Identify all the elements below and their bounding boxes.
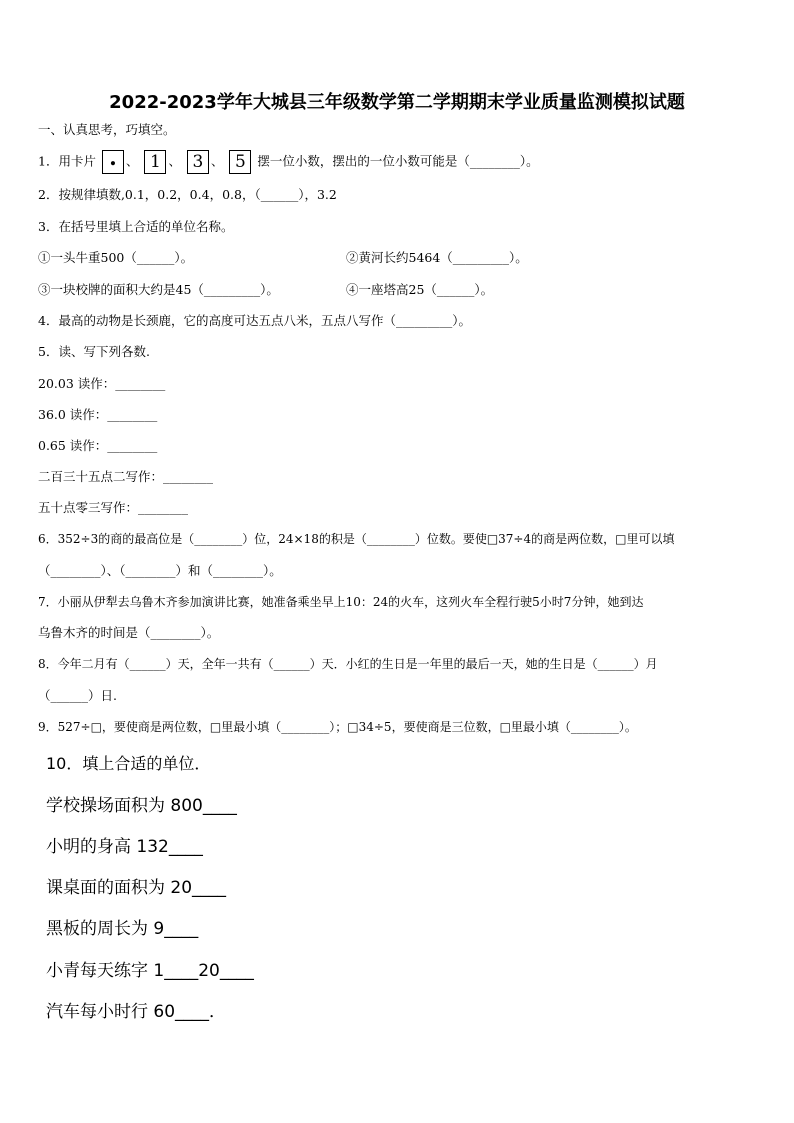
question-10-item: 课桌面的面积为 20____ [46,878,227,898]
card-5: 5 [229,150,251,174]
question-3-d: ④一座塔高25（______）。 [346,282,494,297]
question-3: 3．在括号里填上合适的单位名称。 [38,219,234,234]
page-title: 2022-2023学年大城县三年级数学第二学期期末学业质量监测模拟试题 [109,92,685,113]
question-10-title: 10．填上合适的单位． [46,754,211,773]
question-7-line-1: 7．小丽从伊犁去乌鲁木齐参加演讲比赛，她准备乘坐早上10：24的火车，这列火车全程行驶5小时7分钟，她到达 [38,595,644,609]
card-separator: 、 [210,153,224,169]
question-10-item: 小青每天练字 1____20____ [46,961,254,981]
card-3: 3 [187,150,209,174]
card-separator: 、 [125,153,139,169]
question-8-line-1: 8．今年二月有（______）天，全年一共有（______）天．小红的生日是一年里的最后一天，她的生日是（______）月 [38,657,658,671]
question-6-line-2: （________）、（________）和（________）。 [38,563,282,578]
question-10-item: 学校操场面积为 800____ [46,796,237,816]
question-1-prefix: 1．用卡片 [38,153,96,169]
section-heading: 一、认真思考，巧填空。 [38,122,176,137]
question-4: 4．最高的动物是长颈鹿，它的高度可达五点八米，五点八写作（_________）。 [38,313,471,328]
question-2: 2．按规律填数,0.1，0.2，0.4，0.8，（______），3.2 [38,187,337,202]
question-1 [38,145,539,174]
question-3-c: ③一块校牌的面积大约是45（_________）。 [38,282,279,297]
question-10-item: 黑板的周长为 9____ [46,919,199,939]
question-5-item: 二百三十五点二写作：________ [38,469,214,484]
question-3-b: ②黄河长约5464（_________）。 [346,250,528,265]
question-5-item: 0.65 读作：________ [38,438,158,453]
question-7-line-2: 乌鲁木齐的时间是（________）。 [38,625,220,640]
question-9: 9．527÷□，要使商是两位数，□里最小填（________）；□34÷5，要使商是三位数，□里最小填（________）。 [38,720,637,734]
question-1-suffix: 摆一位小数，摆出的一位小数可能是（________）。 [257,153,539,169]
card-1: 1 [144,150,166,174]
card-dot: . [102,150,124,174]
question-3-a: ①一头牛重500（______）。 [38,250,194,265]
card-separator: 、 [168,153,181,169]
question-6-line-1: 6．352÷3的商的最高位是（________）位，24×18的积是（________）位数。要使□37÷4的商是两位数，□里可以填 [38,532,675,546]
question-10-item: 汽车每小时行 60____． [46,1002,227,1022]
question-8-line-2: （______）日. [38,688,117,703]
question-10-item: 小明的身高 132____ [46,837,203,857]
question-5-item: 五十点零三写作：________ [38,500,189,515]
question-5: 5．读、写下列各数. [38,344,150,359]
question-5-item: 36.0 读作：________ [38,407,158,422]
question-5-item: 20.03 读作：________ [38,376,166,391]
